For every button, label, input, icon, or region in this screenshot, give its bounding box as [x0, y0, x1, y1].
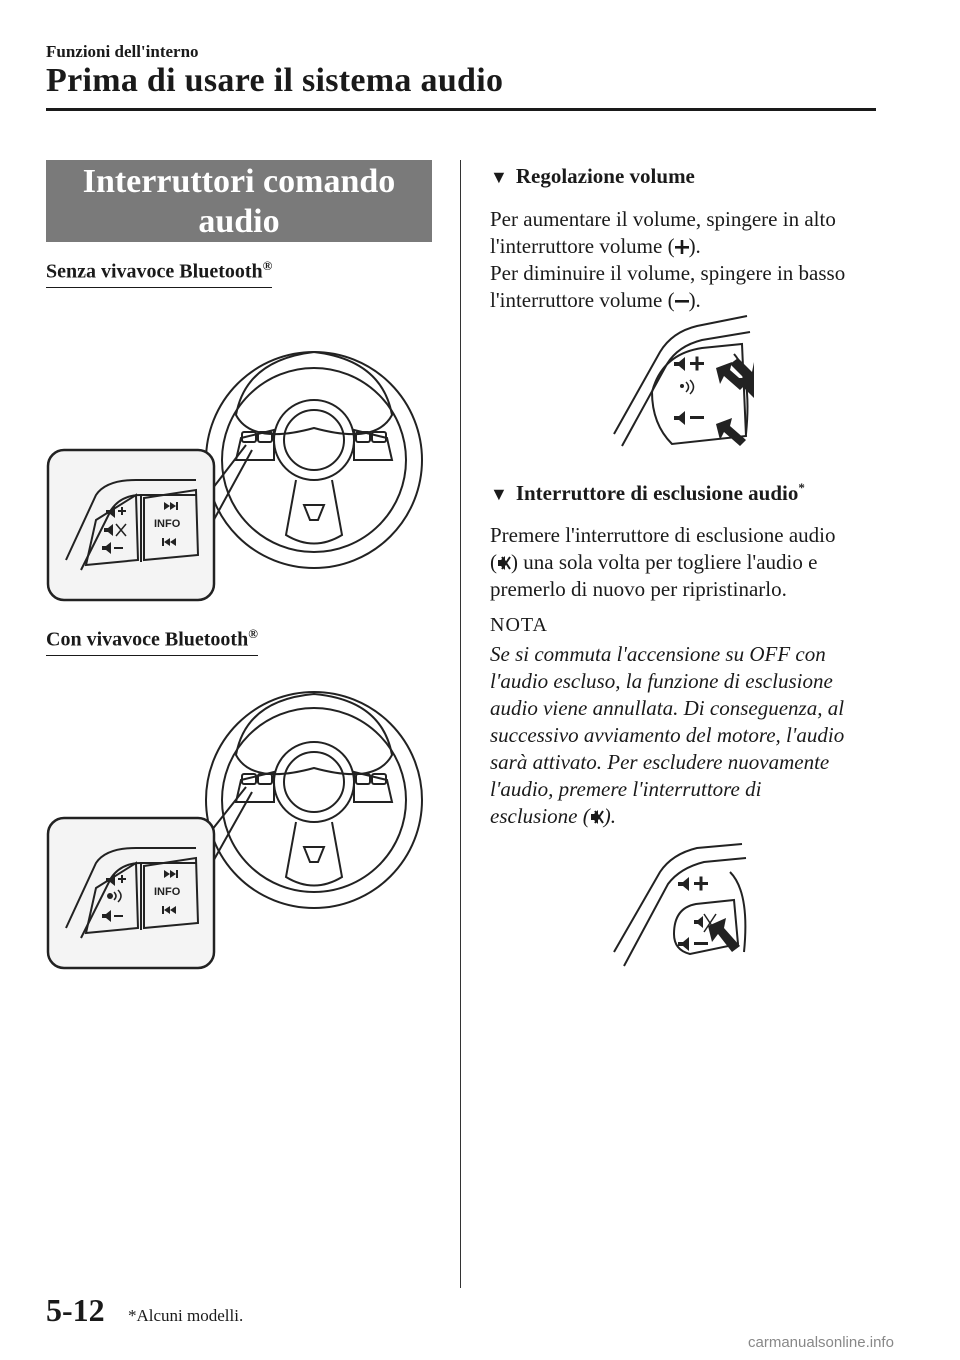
note-line [490, 803, 882, 830]
title-rule [46, 108, 876, 111]
note-line: sarà attivato. Per escludere nuovamente [490, 750, 830, 774]
note-line: audio viene annullata. Di conseguenza, al [490, 696, 845, 720]
page-number: 5-12 [46, 1292, 105, 1328]
text: ). [603, 804, 616, 828]
arrow-icon [716, 358, 754, 398]
mute-line-2 [490, 549, 880, 576]
arrow-icon [716, 418, 746, 446]
info-label: INFO [154, 886, 181, 898]
watermark: carmanualsonline.info [748, 1334, 894, 1351]
note-line: Se si commuta l'accensione su OFF con [490, 642, 826, 666]
volume-heading [490, 164, 695, 189]
steering-wheel-icon [46, 320, 436, 605]
mute-paragraph [490, 522, 880, 603]
text: l'interruttore volume ( [490, 288, 675, 312]
text: ). [688, 234, 701, 258]
volume-heading-text: Regolazione volume [515, 164, 695, 188]
volume-switch-figure [612, 314, 758, 462]
mute-icon [497, 555, 511, 571]
triangle-down-icon: ▼ [490, 484, 508, 504]
subheading-with-handsfree [46, 626, 258, 656]
subheading-without-handsfree [46, 258, 272, 288]
mute-switch-figure [612, 842, 758, 982]
note-line: l'audio escluso, la funzione di esclusione [490, 669, 833, 693]
text: ( [490, 550, 497, 574]
triangle-down-icon: ▼ [490, 167, 508, 187]
note-line: l'audio, premere l'interruttore di [490, 777, 762, 801]
banner-line-2: audio [198, 203, 280, 240]
note-text [490, 641, 882, 830]
volume-line-1: Per aumentare il volume, spingere in alto [490, 207, 836, 231]
mute-heading-text: Interruttore di esclusione audio [515, 481, 799, 505]
info-label: INFO [154, 518, 181, 530]
volume-paragraph [490, 206, 880, 314]
note-label: NOTA [490, 614, 548, 636]
footnote: *Alcuni modelli. [128, 1306, 244, 1325]
volume-line-3: Per diminuire il volume, spingere in basso [490, 261, 846, 285]
mute-icon [590, 809, 604, 825]
volume-line-4 [490, 287, 880, 314]
volume-line-2 [490, 233, 880, 260]
mute-line-3: premerlo di nuovo per ripristinarlo. [490, 577, 787, 601]
note-line: successivo avviamento del motore, l'audio [490, 723, 845, 747]
mute-heading [490, 480, 805, 506]
text: ) una sola volta per togliere l'audio e [511, 550, 818, 574]
text: esclusione ( [490, 804, 590, 828]
column-divider [460, 160, 461, 1288]
steering-wheel-figure-1 [46, 320, 436, 605]
subheading-text: Con vivavoce Bluetooth [46, 628, 249, 651]
registered-mark: ® [262, 258, 273, 273]
plus-icon [675, 239, 689, 255]
text: l'interruttore volume ( [490, 234, 675, 258]
section-kicker: Funzioni dell'interno [46, 42, 199, 61]
section-banner [46, 160, 432, 242]
page-title: Prima di usare il sistema audio [46, 62, 504, 99]
registered-mark: ® [248, 626, 258, 641]
mute-line-1: Premere l'interruttore di esclusione audio [490, 523, 836, 547]
asterisk: * [798, 480, 805, 495]
steering-wheel-figure-2 [46, 690, 436, 975]
text: ). [688, 288, 701, 312]
steering-wheel-icon [46, 690, 436, 975]
subheading-text: Senza vivavoce Bluetooth [46, 260, 263, 283]
banner-line-1: Interruttori comando [82, 163, 396, 200]
minus-icon [675, 293, 689, 309]
